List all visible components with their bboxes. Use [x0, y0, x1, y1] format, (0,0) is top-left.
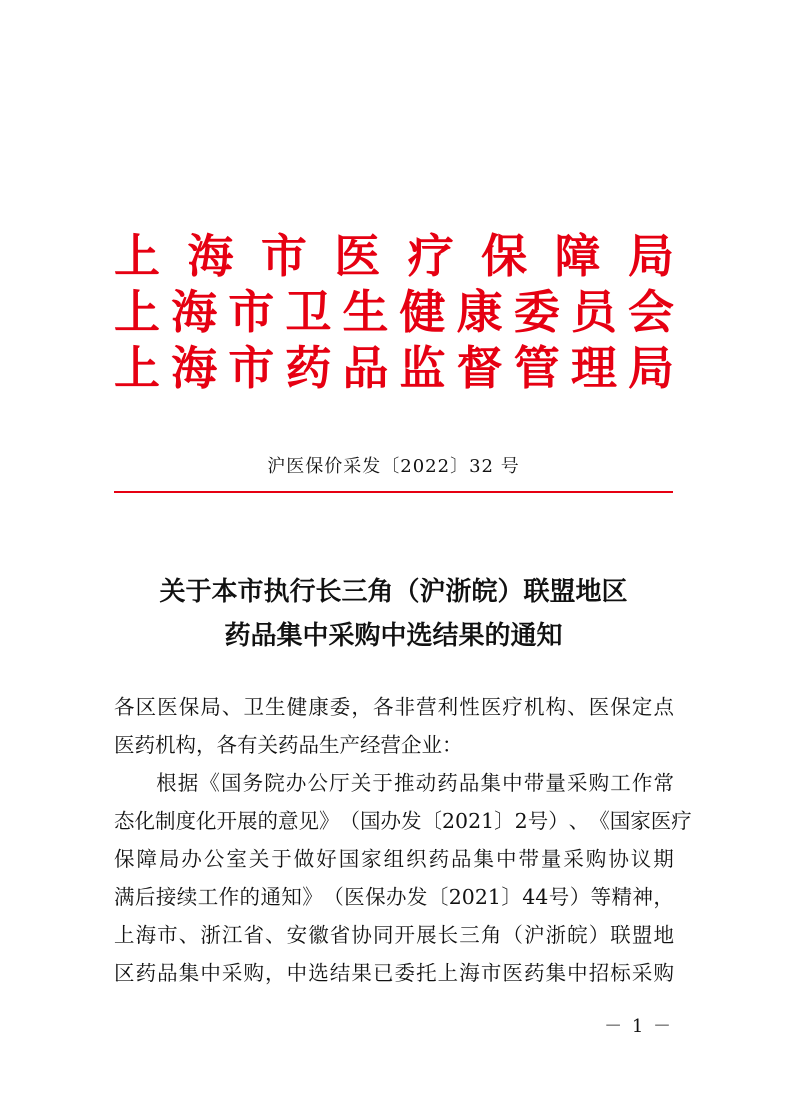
document-title [0, 570, 787, 658]
body-line-6: 满 后 接 续 工 作 的 通 知 》 （ 医 保 办 发 〔 2021 〕 44 号 ） 等 精 神 ， [114, 885, 674, 909]
body-line-4: 态 化 制 度 化 开 展 的 意 见 》 （ 国 办 发 〔 2021 〕 2 号 ） 、 《 国 家 医 疗 [114, 809, 692, 833]
body-line-2: 医药机构，各有关药品生产经营企业： [114, 733, 463, 757]
body-line-5: 保 障 局 办 公 室 关 于 做 好 国 家 组 织 药 品 集 中 带 量 采 购 协 议 期 [114, 847, 674, 871]
document-body [114, 688, 692, 992]
page-number: － 1 － [604, 1016, 673, 1037]
body-line-1: 各 区 医 保 局 、 卫 生 健 康 委 ， 各 非 营 利 性 医 疗 机 构 、 医 保 定 点 [114, 695, 674, 719]
body-line-3: 根 据 《 国 务 院 办 公 厅 关 于 推 动 药 品 集 中 带 量 采 购 工 作 常 [156, 771, 674, 795]
issuer-medical-security-bureau: 上 海 市 医 疗 保 障 局 [114, 229, 674, 283]
body-line-7: 上 海 市 、 浙 江 省 、 安 徽 省 协 同 开 展 长 三 角 （ 沪 浙 皖 ） 联 盟 地 [114, 923, 674, 947]
document-number: 沪医保价采发〔2022〕32 号 [267, 456, 520, 477]
issuer-drug-administration: 上 海 市 药 品 监 督 管 理 局 [114, 341, 674, 395]
issuer-header [114, 228, 674, 396]
issuer-health-commission: 上 海 市 卫 生 健 康 委 员 会 [114, 285, 674, 339]
red-separator-line [114, 491, 673, 493]
title-line-1: 关于本市执行长三角（沪浙皖）联盟地区 [159, 577, 628, 607]
body-line-8: 区 药 品 集 中 采 购 ， 中 选 结 果 已 委 托 上 海 市 医 药 集 中 招 标 采 购 [114, 961, 674, 985]
title-line-2: 药品集中采购中选结果的通知 [224, 621, 563, 651]
